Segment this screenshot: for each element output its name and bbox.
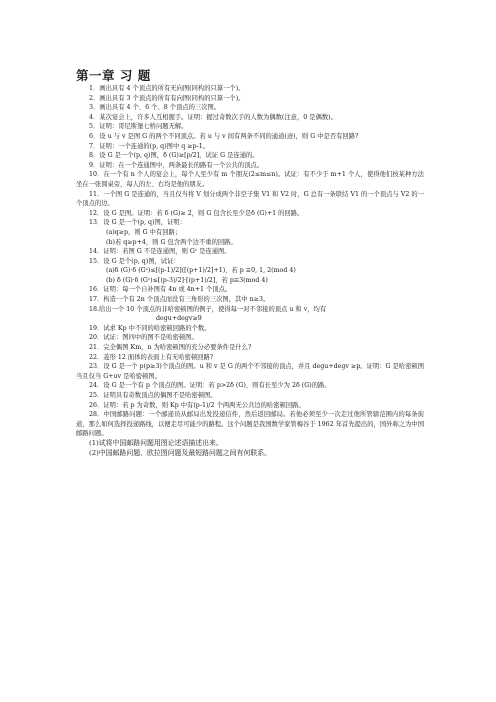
exercise-line: 1．画出具有 4 个顶点的所有无向图(同构的只算一个)。 <box>89 85 245 92</box>
exercise-line: 10．在一个有 n 个人的宴会上，每个人至少有 m 个朋友(2≤m≤n)。试证：有不少于 m+1 个人，使得他们按某种方法坐在一张圆桌旁，每人的左、右均是他的朋友。 <box>76 171 424 188</box>
exercise-line: 21．完全偶图 Km，n 为哈密顿图的充分必要条件是什么? <box>89 344 252 352</box>
exercise-line: 25．证明具有奇数顶点的偶图不是哈密顿图。 <box>89 392 217 399</box>
exercise-line: 19．试求 Kp 中不同的哈密顿回路的个数。 <box>89 324 211 332</box>
exercise-line: 3．画出具有 4 个、6 个、8 个顶点的三次图。 <box>89 104 221 112</box>
exercise-line: 22．菱形 12 面体的表面上有无哈密顿回路? <box>89 353 214 361</box>
exercise-line: 5．证明：哥尼斯堡七桥问题无解。 <box>89 123 188 131</box>
exercise-line: 23．设 G 是一个 p(p≥3)个顶点的图。u 和 v 是 G 的两个不邻接的顶点，并且 degu+degv ≥p。证明：G 是哈密顿图当且仅当 G+uv 是哈密顿图。 <box>76 363 424 380</box>
exercise-list <box>76 84 424 458</box>
exercise-line: 12．设 G 是图。证明：若 δ (G)≥ 2，则 G 包含长至少是δ (G)+1 的回路。 <box>89 209 304 217</box>
exercise-line: 9．证明：在一个连通图中，两条最长的路有一个公共的顶点。 <box>89 161 264 169</box>
exercise-line: 14．证明：若图 G 不是连通图，则 Gᶜ 是连通图。 <box>89 248 231 256</box>
exercise-line: 16．证明：每一个自补图有 4n 或 4n+1 个顶点。 <box>89 286 232 294</box>
exercise-line: 15．设 G 是个(p, q)图，试证： <box>89 257 180 265</box>
chapter-title: 第一章 习 题 <box>76 68 151 83</box>
exercise-line: degu+degv≥9 <box>156 315 202 323</box>
exercise-line: 18.给出一个 10 个顶点的非哈密顿图的例子，使得每一对不邻接的顶点 u 和 v，均有 <box>89 305 327 313</box>
exercise-line: (b)若 q≥p+4，则 G 包含两个边不重的回路。 <box>106 238 237 246</box>
exercise-line: 2．画出具有 3 个顶点的所有有向图(同构的只算一个)。 <box>89 94 245 102</box>
exercise-line: (b) δ (G)·δ (Gᶜ)≤[(p-3)/2]·[(p+1)/2]，若 p≡3(mod 4) <box>106 276 268 284</box>
exercise-line: (1)试将中国邮路问题用图论述语描述出来。 <box>89 438 223 447</box>
exercise-line: 13．设 G 是一个(p, q)图，证明： <box>89 219 186 227</box>
exercise-line: 17．构造一个有 2n 个顶点而没有三角形的三次图，其中 n≥3。 <box>89 296 270 304</box>
exercise-line: 28．中国邮路问题：一个邮递员从邮局出发投递信件，然后返回邮局。若他必须至少一次走过他所管辖范围内的每条街道，那么如何选择投递路线，以便走尽可能少的路程。这个问题是我国数学家管梅谷于 1962 年首先提出的，国外称之为中国邮路问题。 <box>76 411 424 438</box>
exercise-line: (a)q≥p，则 G 中有回路； <box>106 228 182 236</box>
exercise-line: (a)δ (G)·δ (Gᶜ)≤[(p-1)/2]([(p+1)/2]+1)，若 p ≡0, 1, 2(mod 4) <box>106 267 296 275</box>
exercise-line: 7．证明：一个连通的(p, q)图中 q ≥p-1。 <box>89 142 210 150</box>
exercise-line: 8．设 G 是一个(p, q)图，δ (G)≥[p/2]，试证 G 是连通的。 <box>89 152 259 160</box>
exercise-line: (2)中国邮路问题、欧拉图问题及最短路问题之间有何联系。 <box>89 448 272 457</box>
exercise-line: 6．设 u 与 v 是图 G 的两个不同顶点。若 u 与 v 间有两条不同的通道(迹)，则 G 中是否有回路? <box>89 132 359 140</box>
exercise-line: 24．设 G 是一个有 p 个顶点的图。证明：若 p>2δ (G)，则有长至少为 2δ (G)的路。 <box>89 382 331 390</box>
exercise-line: 4．某次宴会上，许多人互相握手。证明：握过奇数次手的人数为偶数(注意，0 是偶数)。 <box>89 113 337 121</box>
exercise-line: 20．试证：图四中的图不是哈密顿图。 <box>89 334 198 342</box>
exercise-line: 11．一个图 G 是连通的，当且仅当将 V 划分成两个非空子集 V1 和 V2 时，G 总有一条联结 V1 的一个顶点与 V2 的一个顶点的边。 <box>76 190 424 208</box>
exercise-line: 26．证明：若 p 为奇数，则 Kp 中有(p-1)/2 个两两无公共边的哈密顿回路。 <box>89 401 305 409</box>
